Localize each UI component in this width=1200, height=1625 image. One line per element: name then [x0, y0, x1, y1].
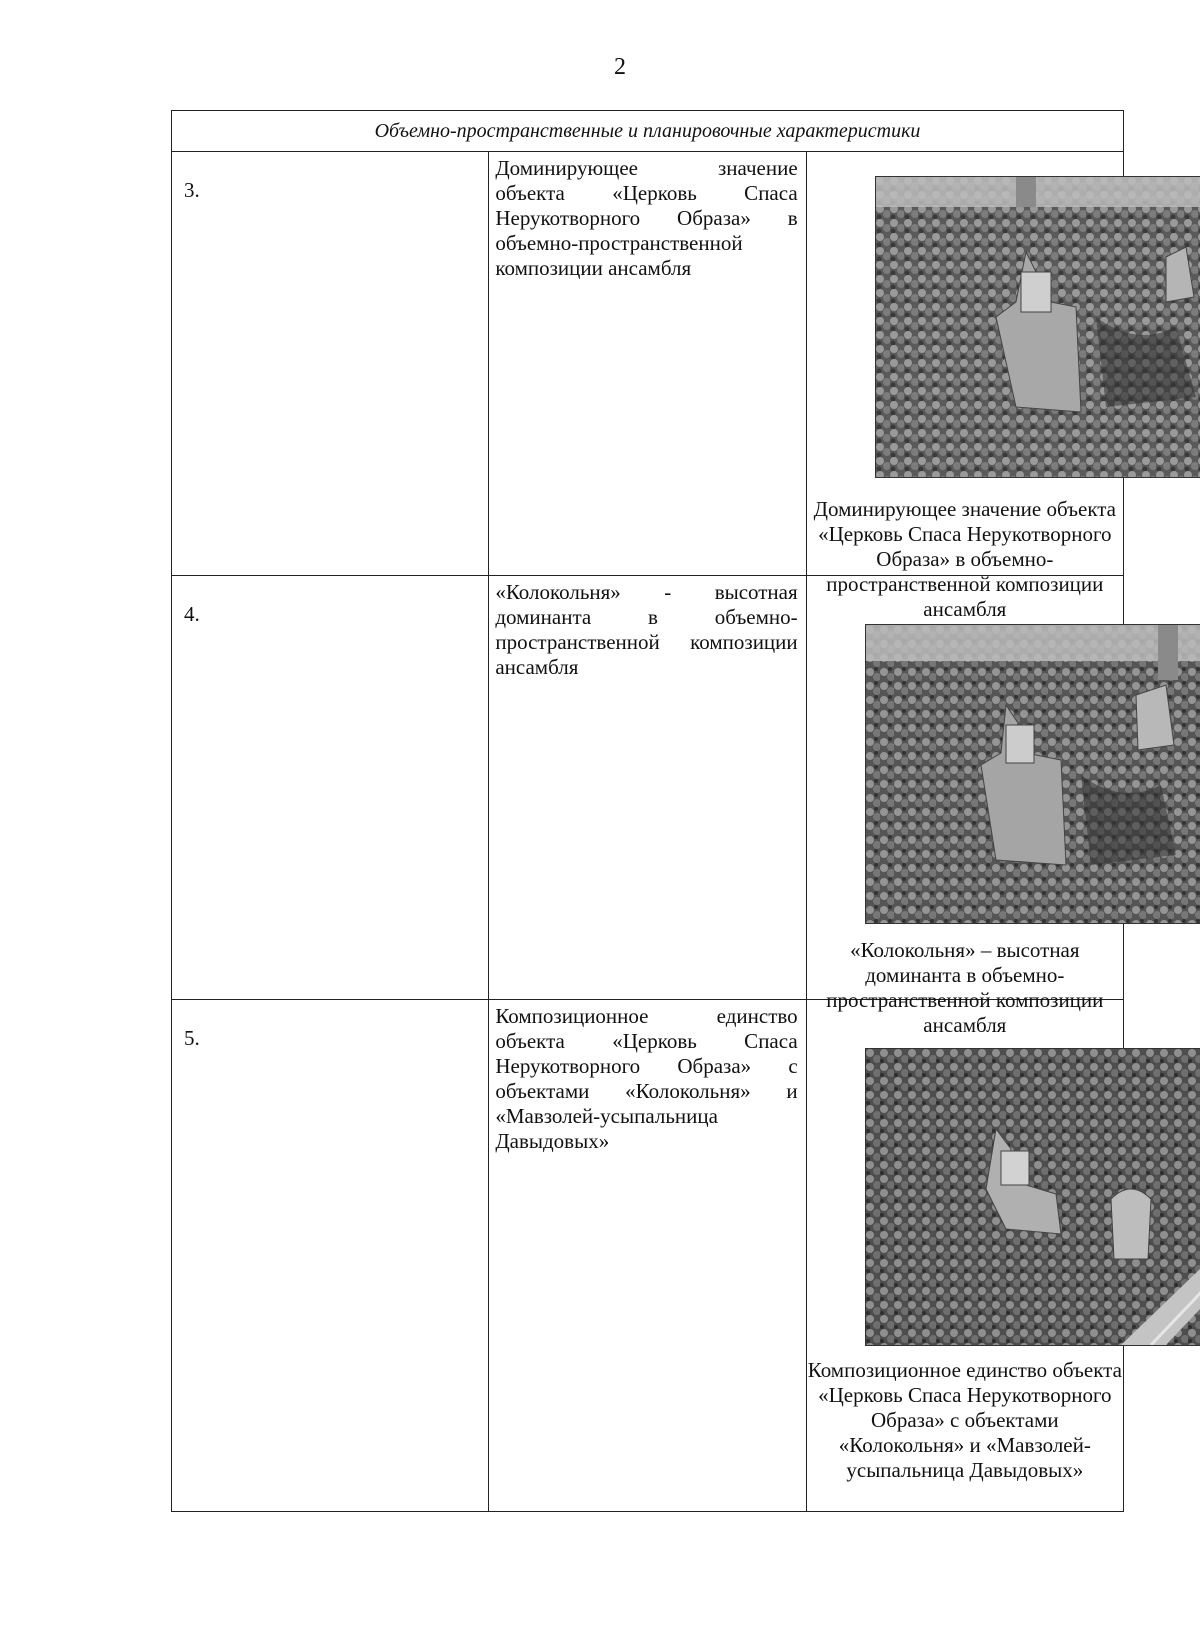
table-row [172, 152, 1124, 576]
characteristics-table [171, 110, 1124, 1512]
row-number: 4. [172, 576, 489, 1000]
row-number: 5. [172, 1000, 489, 1512]
row-image-cell [806, 576, 1123, 1037]
row-description: «Колокольня» - высотная доминанта в объемно-пространственной композиции ансамбля [489, 576, 806, 1000]
aerial-photo-church [875, 176, 1200, 478]
row-number: 3. [172, 152, 489, 576]
table-row [172, 1000, 1124, 1512]
aerial-photo-bell-tower [865, 624, 1200, 924]
aerial-photo-ensemble [865, 1048, 1200, 1346]
photo-caption: Композиционное единство объекта «Церковь Спаса Нерукотворного Образа» с объектами «Колокольня» и «Мавзолей-усыпальница Давыдовых» [807, 1358, 1122, 1482]
page-number: 2 [614, 54, 626, 80]
row-image-cell [806, 1000, 1123, 1512]
table-header-row [172, 111, 1124, 152]
row-description: Композиционное единство объекта «Церковь Спаса Нерукотворного Образа» с объектами «Колокольня» и «Мавзолей-усыпальница Давыдовых» [489, 1000, 806, 1512]
photo-caption: Доминирующее значение объекта «Церковь Спаса Нерукотворного Образа» в объемно-пространственной композиции ансамбля [813, 497, 1117, 621]
photo-caption: «Колокольня» – высотная доминанта в объемно-пространственной композиции ансамбля [826, 938, 1104, 1037]
table-row [172, 576, 1124, 1000]
row-description: Доминирующее значение объекта «Церковь Спаса Нерукотворного Образа» в объемно-пространственной композиции ансамбля [489, 152, 806, 576]
row-image-cell [806, 152, 1123, 621]
section-header: Объемно-пространственные и планировочные характеристики [172, 111, 1124, 152]
